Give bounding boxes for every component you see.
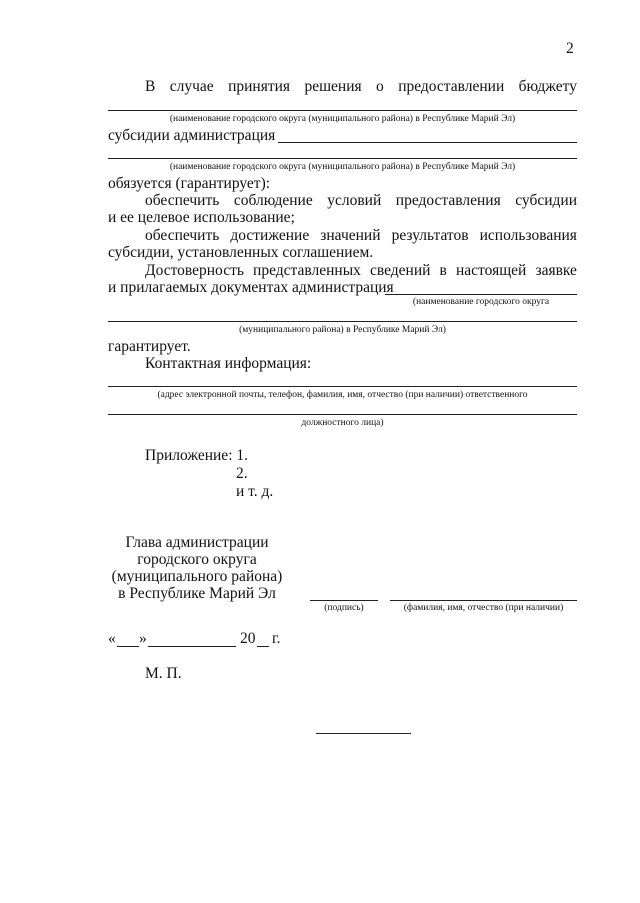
word: случае — [169, 78, 214, 95]
contact-caption-1: (адрес электронной почты, телефон, фамилия, имя, отчество (при наличии) ответственного — [157, 390, 528, 400]
blank-line-contact — [108, 386, 577, 387]
caption-municipality: (наименование городского округа (муниципального района) в Республике Марий Эл) — [169, 114, 516, 124]
subsidy-admin-label: субсидии администрация — [108, 127, 276, 144]
word: использования — [479, 227, 577, 244]
ensure-compliance-line2: и ее целевое использование; — [108, 209, 295, 226]
word: В — [145, 78, 156, 95]
reliability-line — [145, 262, 577, 280]
attachment-item-2: 2. — [236, 465, 248, 482]
word: Достоверность — [145, 262, 244, 279]
word: условий — [327, 192, 382, 209]
paragraph-budget-line — [145, 78, 577, 96]
signature-title-line-4: в Республике Марий Эл — [118, 585, 276, 602]
word: обеспечить — [145, 192, 220, 209]
word: представленных — [253, 262, 361, 279]
undertakes-text: обязуется (гарантирует): — [108, 175, 271, 192]
word: результатов — [391, 227, 469, 244]
word: сведений — [369, 262, 431, 279]
word: в — [439, 262, 447, 279]
word: субсидии — [515, 192, 577, 209]
word: решения — [304, 78, 362, 95]
name-line — [390, 600, 577, 601]
word: заявке — [535, 262, 577, 279]
caption-reliability-center: (муниципального района) в Республике Марий Эл) — [239, 325, 446, 335]
word: настоящей — [456, 262, 527, 279]
date-year-blank — [257, 646, 269, 647]
blank-line-municipality — [108, 110, 577, 111]
signature-line — [310, 600, 378, 601]
signature-title-line-2: городского округа — [137, 551, 257, 568]
date-year-prefix: 20 — [240, 630, 256, 647]
ensure-results-line2: субсидии, установленных соглашением. — [108, 244, 374, 261]
word: соблюдение — [233, 192, 313, 209]
contact-caption-2: должностного лица) — [301, 418, 384, 428]
attachment-label: Приложение: 1. — [145, 447, 248, 464]
date-close-quote: » — [139, 630, 147, 647]
ensure-compliance-line — [145, 192, 577, 210]
blank-line-reliability — [385, 294, 577, 295]
guarantees-text: гарантирует. — [108, 338, 191, 355]
word: принятия — [228, 78, 291, 95]
signature-title-line-1: Глава администрации — [125, 534, 269, 551]
page-number: 2 — [566, 40, 574, 57]
signature-caption: (подпись) — [324, 603, 364, 613]
date-open-quote: « — [108, 630, 116, 647]
blank-line-admin — [278, 142, 577, 143]
blank-line-contact-2 — [108, 414, 577, 415]
word: достижение — [230, 227, 310, 244]
attachment-etc: и т. д. — [236, 483, 274, 500]
blank-line-reliability-2 — [108, 321, 577, 322]
blank-line-municipality-2 — [108, 158, 577, 159]
date-year-suffix: г. — [272, 630, 281, 647]
word: предоставлении — [398, 78, 505, 95]
date-month-blank — [148, 646, 236, 647]
word: о — [376, 78, 384, 95]
ensure-results-line — [145, 227, 577, 245]
signature-title-line-3: (муниципального района) — [111, 568, 283, 585]
stamp-place: М. П. — [145, 665, 182, 682]
caption-municipality-2: (наименование городского округа (муниципального района) в Республике Марий Эл) — [169, 162, 516, 172]
closing-separator — [316, 733, 411, 734]
reliability-line2: и прилагаемых документах администрация — [108, 279, 394, 296]
word: обеспечить — [145, 227, 220, 244]
word: предоставления — [395, 192, 501, 209]
contact-label: Контактная информация: — [145, 355, 312, 372]
name-caption: (фамилия, имя, отчество (при наличии) — [403, 603, 564, 613]
caption-reliability-right: (наименование городского округа — [412, 297, 550, 307]
date-day-blank — [117, 646, 139, 647]
word: бюджету — [518, 78, 577, 95]
word: значений — [320, 227, 381, 244]
